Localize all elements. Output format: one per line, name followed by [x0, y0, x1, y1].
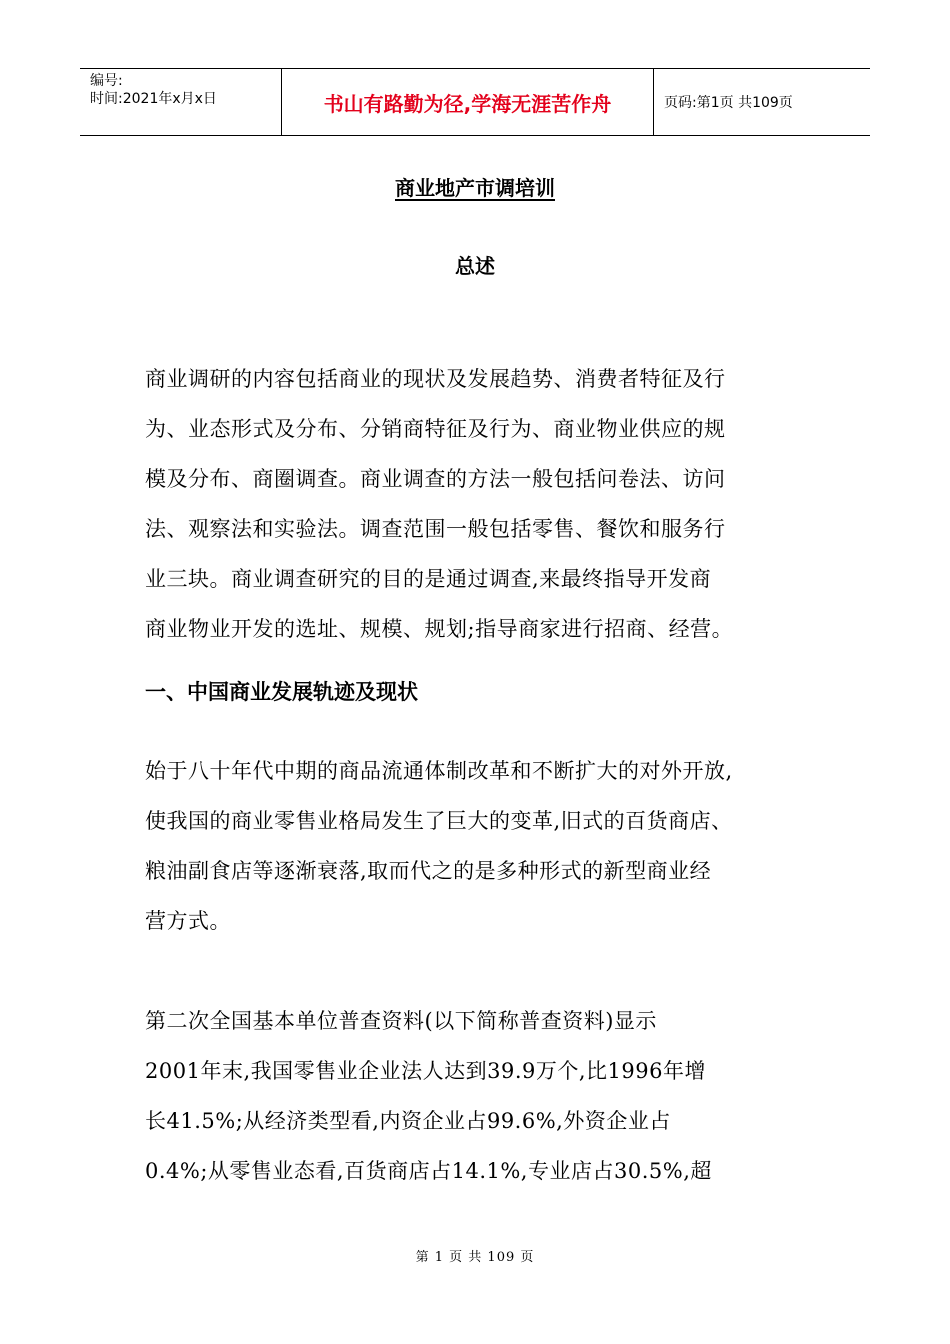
document-date-label: 时间:2021年x月x日	[90, 91, 217, 107]
paragraph-line: 2001年末,我国零售业企业法人达到39.9万个,比1996年增	[145, 1059, 706, 1083]
paragraph-line: 营方式。	[145, 909, 231, 933]
intro-paragraph	[145, 354, 825, 654]
intro-line: 模及分布、商圈调查。商业调查的方法一般包括问卷法、访问	[145, 467, 726, 491]
intro-line: 商业物业开发的选址、规模、规划;指导商家进行招商、经营。	[145, 617, 734, 641]
paragraph-line: 0.4%;从零售业态看,百货商店占14.1%,专业店占30.5%,超	[145, 1159, 712, 1183]
paragraph-line: 长41.5%;从经济类型看,内资企业占99.6%,外资企业占	[145, 1109, 671, 1133]
intro-line: 业三块。商业调查研究的目的是通过调查,来最终指导开发商	[145, 567, 712, 591]
document-number-label: 编号:	[90, 73, 123, 89]
paragraph-line: 粮油副食店等逐渐衰落,取而代之的是多种形式的新型商业经	[145, 859, 712, 883]
intro-line: 法、观察法和实验法。调查范围一般包括零售、餐饮和服务行	[145, 517, 726, 541]
document-title-text: 商业地产市调培训	[395, 176, 555, 200]
header-table	[80, 68, 870, 136]
section-paragraph	[145, 746, 825, 946]
page-footer: 第 1 页 共 109 页	[415, 1250, 535, 1265]
section-paragraph	[145, 996, 825, 1196]
paragraph-line: 始于八十年代中期的商品流通体制改革和不断扩大的对外开放,	[145, 759, 733, 783]
header-page-info: 页码:第1页 共109页	[664, 95, 793, 111]
paragraph-line: 使我国的商业零售业格局发生了巨大的变革,旧式的百货商店、	[145, 809, 733, 833]
paragraph-line: 第二次全国基本单位普查资料(以下简称普查资料)显示	[145, 1009, 657, 1033]
document-subtitle: 总述	[455, 254, 495, 278]
intro-line: 商业调研的内容包括商业的现状及发展趋势、消费者特征及行	[145, 367, 726, 391]
intro-line: 为、业态形式及分布、分销商特征及行为、商业物业供应的规	[145, 417, 726, 441]
document-title	[0, 172, 950, 201]
header-meta-cell	[80, 69, 282, 135]
section-heading: 一、中国商业发展轨迹及现状	[145, 680, 418, 704]
header-motto: 书山有路勤为径,学海无涯苦作舟	[282, 69, 654, 135]
